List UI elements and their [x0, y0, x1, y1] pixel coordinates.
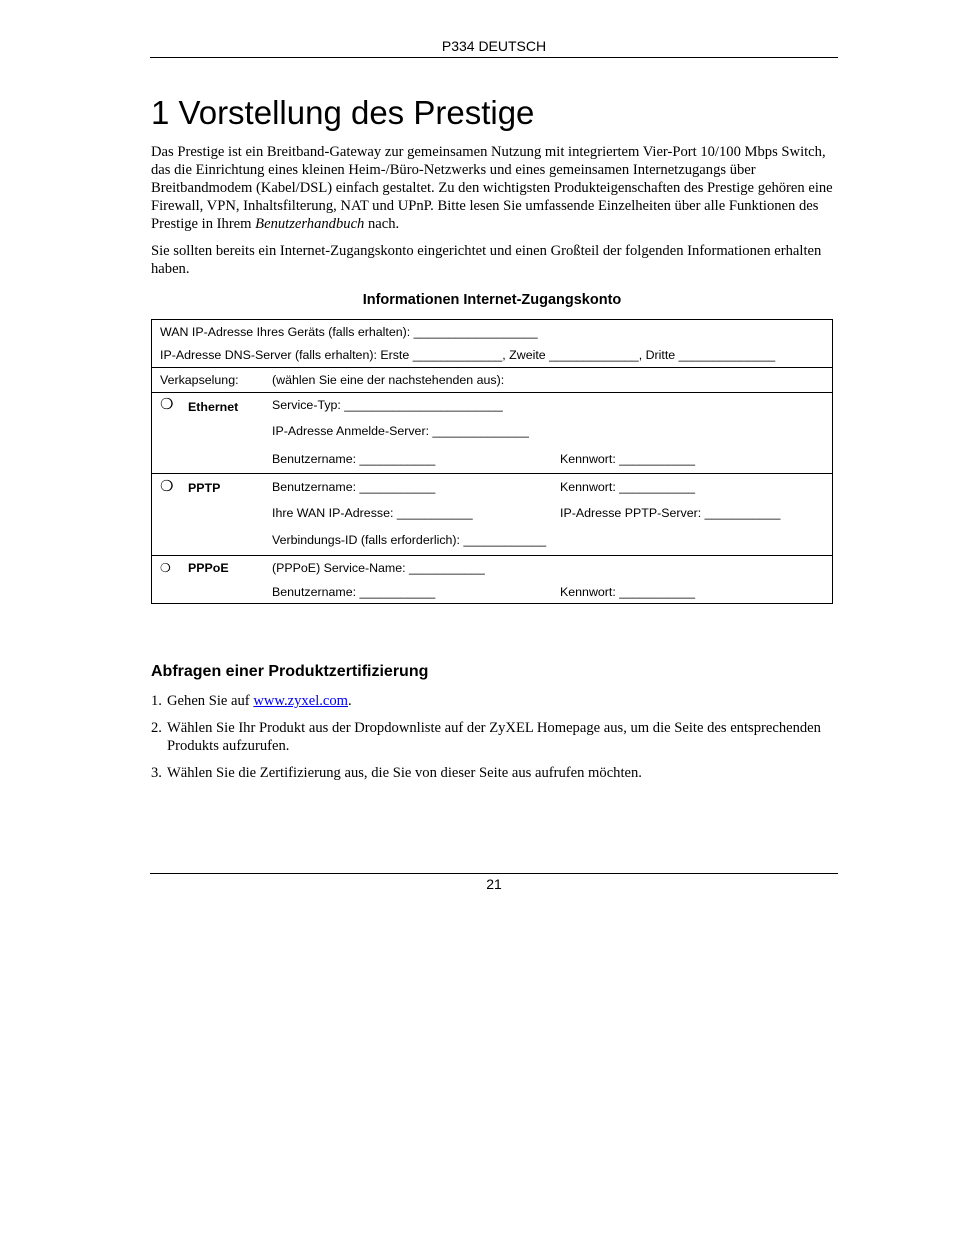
step-text-end: .	[348, 693, 352, 709]
list-item	[151, 719, 841, 755]
ethernet-username: Benutzername: ___________	[272, 452, 436, 466]
pptp-password: Kennwort: ___________	[560, 480, 696, 494]
pppoe-password: Kennwort: ___________	[560, 585, 696, 599]
table-divider	[152, 367, 832, 368]
step-number: 3.	[151, 765, 162, 781]
page-number: 21	[486, 876, 502, 892]
intro-text: Das Prestige ist ein Breitband-Gateway zur gemeinsamen Nutzung mit integriertem Vier-Port 10/100 Mbps Switch, das die Einrichtung eines kleinen Heim-/Büro-Netzwerks und eines gemeinsamen Internetzugangs über Breitbandmodem (Kabel/DSL) einfach gestaltet. Zu den wichtigsten Produkteigenschaften des Prestige gehören eine Firewall, VPN, Inhaltsfilterung, NAT und UPnP. Bitte lesen Sie umfassende Einzelheiten über alle Funktionen des Prestige in Ihrem	[151, 144, 833, 232]
step-text: Wählen Sie Ihr Produkt aus der Dropdownliste auf der ZyXEL Homepage aus, um die Seite des entsprechenden Produkts aufzurufen.	[167, 720, 821, 754]
pppoe-username: Benutzername: ___________	[272, 585, 436, 599]
intro-paragraph	[151, 143, 841, 233]
account-paragraph: Sie sollten bereits ein Internet-Zugangskonto eingerichtet und einen Großteil der folgenden Informationen erhalten haben.	[151, 243, 822, 277]
table-divider	[152, 392, 832, 393]
ethernet-option-label: Ethernet	[188, 400, 239, 414]
step-text: Gehen Sie auf	[167, 693, 254, 709]
table-divider	[152, 473, 832, 474]
footer-rule	[150, 873, 838, 874]
step-number: 2.	[151, 720, 162, 736]
table-caption: Informationen Internet-Zugangskonto	[362, 292, 622, 308]
pppoe-service-name: (PPPoE) Service-Name: ___________	[272, 561, 485, 575]
pptp-username: Benutzername: ___________	[272, 480, 436, 494]
encapsulation-hint: (wählen Sie eine der nachstehenden aus):	[272, 373, 505, 387]
ethernet-radio-icon[interactable]: ❍	[160, 396, 174, 413]
step-text: Wählen Sie die Zertifizierung aus, die Sie von dieser Seite aus aufrufen möchten.	[167, 765, 642, 781]
chapter-title: 1 Vorstellung des Prestige	[151, 94, 535, 131]
dns-server-field: IP-Adresse DNS-Server (falls erhalten): Erste _____________, Zweite _____________, Dritte ______________	[160, 348, 776, 362]
list-item	[151, 692, 841, 710]
certification-heading: Abfragen einer Produktzertifizierung	[151, 663, 429, 680]
header-rule	[150, 57, 838, 58]
wan-ip-field: WAN IP-Adresse Ihres Geräts (falls erhalten): __________________	[160, 325, 538, 339]
ethernet-login-server: IP-Adresse Anmelde-Server: ______________	[272, 424, 529, 438]
account-info-table	[151, 319, 833, 604]
page-header-title: P334 DEUTSCH	[441, 38, 547, 54]
pptp-option-label: PPTP	[188, 481, 221, 495]
zyxel-website-link[interactable]: www.zyxel.com	[253, 693, 349, 709]
pppoe-option-label: PPPoE	[188, 561, 229, 575]
pptp-server-ip: IP-Adresse PPTP-Server: ___________	[560, 506, 781, 520]
ethernet-service-type: Service-Typ: _______________________	[272, 398, 503, 412]
pptp-connection-id: Verbindungs-ID (falls erforderlich): ____________	[272, 533, 547, 547]
manual-name: Benutzerhandbuch	[255, 216, 365, 232]
intro-text-end: nach.	[364, 216, 400, 232]
step-number: 1.	[151, 693, 162, 709]
pptp-radio-icon[interactable]: ❍	[160, 478, 174, 495]
ethernet-password: Kennwort: ___________	[560, 452, 696, 466]
list-item	[151, 764, 841, 782]
table-divider	[152, 555, 832, 556]
pppoe-radio-icon[interactable]: ❍	[160, 561, 171, 575]
encapsulation-label: Verkapselung:	[160, 373, 239, 387]
pptp-wan-ip: Ihre WAN IP-Adresse: ___________	[272, 506, 473, 520]
